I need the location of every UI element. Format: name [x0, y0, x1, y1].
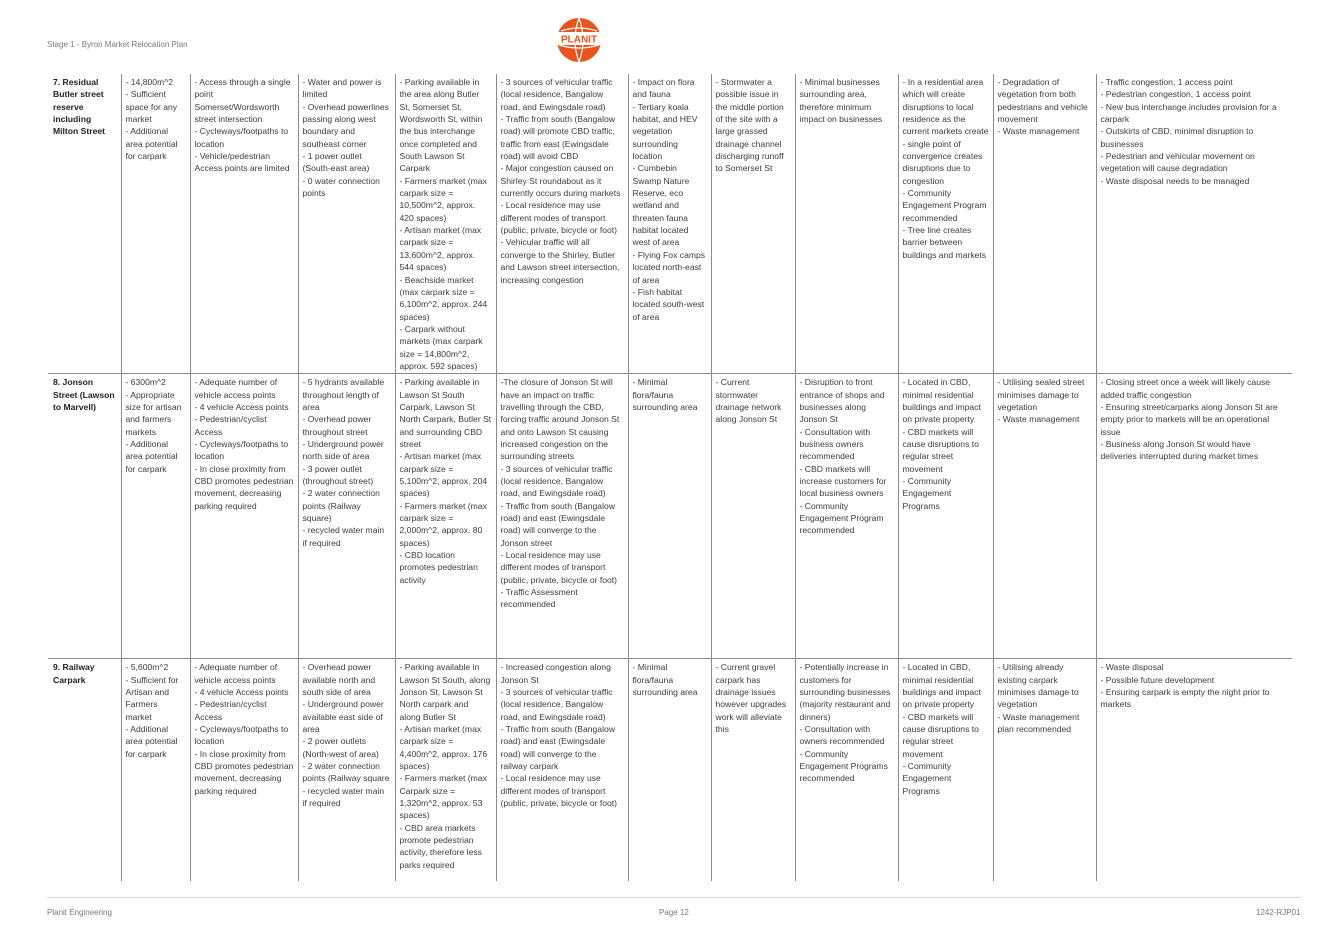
table-cell: - Water and power is limited - Overhead powerlines passing along west boundary and southeast corner - 1 power outlet (South-east area) - 0 water connection points — [298, 74, 395, 374]
site-name: 7. Residual Butler street reserve including Milton Street — [53, 77, 106, 137]
table-cell: - Utilising sealed street minimises damage to vegetation - Waste management — [993, 374, 1096, 659]
table-cell: - Impact on flora and fauna - Tertiary koala habitat, and HEV vegetation surrounding location - Cumbebin Swamp Nature Reserve, eco wetland and threaten fauna habitat located west of area - Flying Fox camps located north-east of area - Fish habitat located south-west of area — [628, 74, 711, 374]
table-cell: - Minimal businesses surrounding area, therefore minimum impact on businesses — [795, 74, 898, 374]
table-cell: - Waste disposal - Possible future development - Ensuring carpark is empty the night prior to markets — [1096, 659, 1292, 881]
table-cell: - Parking available in the area along Butler St, Somerset St, Wordsworth St, within the bus interchange once completed and South Lawson St Carpark - Farmers market (max carpark size = 10,500m^2, approx. 420 spaces) - Artisan market (max carpark size = 13,600m^2, approx. 544 spaces) - Beachside market (max carpark size = 6,100m^2, approx. 244 spaces) - Carpark without markets (max carpark size = 14,800m^2, approx. 592 spaces) — [395, 74, 496, 374]
table-row — [48, 74, 1292, 374]
table-cell: - Traffic congestion, 1 access point - Pedestrian congestion, 1 access point - New bus interchange includes provision for a carpark - Outskirts of CBD, minimal disruption to businesses - Pedestrian and vehicular movement on vegetation will cause degradation - Waste disposal needs to be managed — [1096, 74, 1292, 374]
table-cell: - 3 sources of vehicular traffic (local residence, Bangalow road, and Ewingsdale road) - Traffic from south (Bangalow road) will promote CBD traffic, traffic from east (Ewingsdale road) will avoid CBD - Major congestion caused on Shirley St roundabout as it currently occurs during markets - Local residence may use different modes of transport (public, private, bicycle or foot) - Vehicular traffic will all converge to the Shirley, Butler and Lawson street intersection, increasing congestion — [496, 74, 628, 374]
table-cell: - 5 hydrants available throughout length of area - Overhead power throughout street - Underground power north side of area - 3 power outlet (throughout street) - 2 water connection points (Railway square) - recycled water main if required — [298, 374, 395, 659]
table-cell: - Degradation of vegetation from both pedestrians and vehicle movement - Waste management — [993, 74, 1096, 374]
table-cell: - Located in CBD, minimal residential buildings and impact on private property - CBD markets will cause disruptions to regular street movement - Community Engagement Programs — [898, 659, 993, 881]
table-cell: - Stormwater a possible issue in the middle portion of the site with a large grassed drainage channel discharging runoff to Somerset St — [711, 74, 795, 374]
table-cell: -The closure of Jonson St will have an impact on traffic travelling through the CBD, forcing traffic around Jonson St and onto Lawson St causing increased congestion on the surrounding streets - 3 sources of vehicular traffic (local residence, Bangalow road, and Ewingsdale road) - Traffic from south (Bangalow road) and east (Ewingsdale road) will converge to the Jonson street - Local residence may use different modes of transport (public, private, bicycle or foot) - Traffic Assessment recommended — [496, 374, 628, 659]
table-cell: - Current gravel carpark has drainage issues however upgrades work will alleviate this — [711, 659, 795, 881]
table-cell: - Adequate number of vehicle access points - 4 vehicle Access points - Pedestrian/cyclist Access - Cycleways/footpaths to location - In close proximity from CBD promotes pedestrian movement, decreasing parking required — [190, 659, 298, 881]
site-name: 8. Jonson Street (Lawson to Marvell) — [48, 374, 121, 659]
table-cell: - Minimal flora/fauna surrounding area — [628, 374, 711, 659]
document-header-title: Stage 1 - Byron Market Relocation Plan — [47, 40, 188, 49]
table-cell: - Adequate number of vehicle access points - 4 vehicle Access points - Pedestrian/cyclist Access - Cycleways/footpaths to location - In close proximity from CBD promotes pedestrian movement, decreasing parking required — [190, 374, 298, 659]
table-cell: - Disruption to front entrance of shops and businesses along Jonson St - Consultation with business owners recommended - CBD markets will increase customers for local business owners - Community Engagement Program recommended — [795, 374, 898, 659]
table-cell: - Closing street once a week will likely cause added traffic congestion - Ensuring street/carparks along Jonson St are empty prior to markets will be an operational issue - Business along Jonson St would have deliveries interrupted during market times — [1096, 374, 1292, 659]
table-row — [48, 374, 1292, 659]
planit-logo-icon — [551, 15, 607, 67]
planit-logo — [551, 15, 607, 67]
table-cell: - Access through a single point Somerset/Wordsworth street intersection - Cycleways/footpaths to location - Vehicle/pedestrian Access points are limited — [190, 74, 298, 374]
table-cell: - 5,600m^2 - Sufficient for Artisan and Farmers market - Additional area potential for carpark — [121, 659, 190, 881]
svg-text:PLANIT: PLANIT — [560, 34, 598, 46]
table-cell: - Minimal flora/fauna surrounding area — [628, 659, 711, 881]
table-cell: - Increased congestion along Jonson St - 3 sources of vehicular traffic (local residence, Bangalow road, and Ewingsdale road) - Traffic from south (Bangalow road) and east (Ewingsdale road) will converge to the railway carpark - Local residence may use different modes of transport (public, private, bicycle or foot) — [496, 659, 628, 881]
table-cell: - Overhead power available north and south side of area - Underground power available east side of area - 2 power outlets (North-west of area) - 2 water connection points (Railway square - recycled water main if required — [298, 659, 395, 881]
footer-page-number: Page 12 — [659, 908, 689, 917]
footer-document-code: 1242-RJP01 — [1256, 908, 1301, 917]
table-cell: - Utilising already existing carpark minimises damage to vegetation - Waste management plan recommended — [993, 659, 1096, 881]
table-cell: - Potentially increase in customers for surrounding businesses (majority restaurant and dinners) - Consultation with owners recommended - Community Engagement Programs recommended — [795, 659, 898, 881]
table-cell: - Located in CBD, minimal residential buildings and impact on private property - CBD markets will cause disruptions to regular street movement - Community Engagement Programs — [898, 374, 993, 659]
table-cell: - Current stormwater drainage network along Jonson St — [711, 374, 795, 659]
site-name: 9. Railway Carpark — [48, 659, 121, 881]
table-row — [48, 659, 1292, 881]
table-cell: - Parking available in Lawson St South, along Jonson St, Lawson St North carpark and along Butler St - Artisan market (max carpark size = 4,400m^2, approx. 176 spaces) - Farmers market (max Carpark size = 1,320m^2, approx. 53 spaces) - CBD area markets promote pedestrian activity, therefore less parks required — [395, 659, 496, 881]
site-assessment-table — [48, 74, 1292, 881]
footer-divider — [47, 897, 1301, 898]
footer-company: Planit Engineering — [47, 908, 112, 917]
table-cell: - Parking available in Lawson St South Carpark, Lawson St North Carpark, Butler St and surrounding CBD street - Artisan market (max carpark size = 5,100m^2, approx. 204 spaces) - Farmers market (max carpark size = 2,000m^2, approx. 80 spaces) - CBD location promotes pedestrian activity — [395, 374, 496, 659]
table-cell: - 14,800m^2 - Sufficient space for any market - Additional area potential for carpark — [121, 74, 190, 374]
table-cell: - In a residential area which will create disruptions to local residence as the current markets create - single point of convergence creates disruptions due to congestion - Community Engagement Program recommended - Tree line creates barrier between buildings and markets — [898, 74, 993, 374]
table-cell: - 6300m^2 - Appropriate size for artisan and farmers markets - Additional area potential for carpark — [121, 374, 190, 659]
